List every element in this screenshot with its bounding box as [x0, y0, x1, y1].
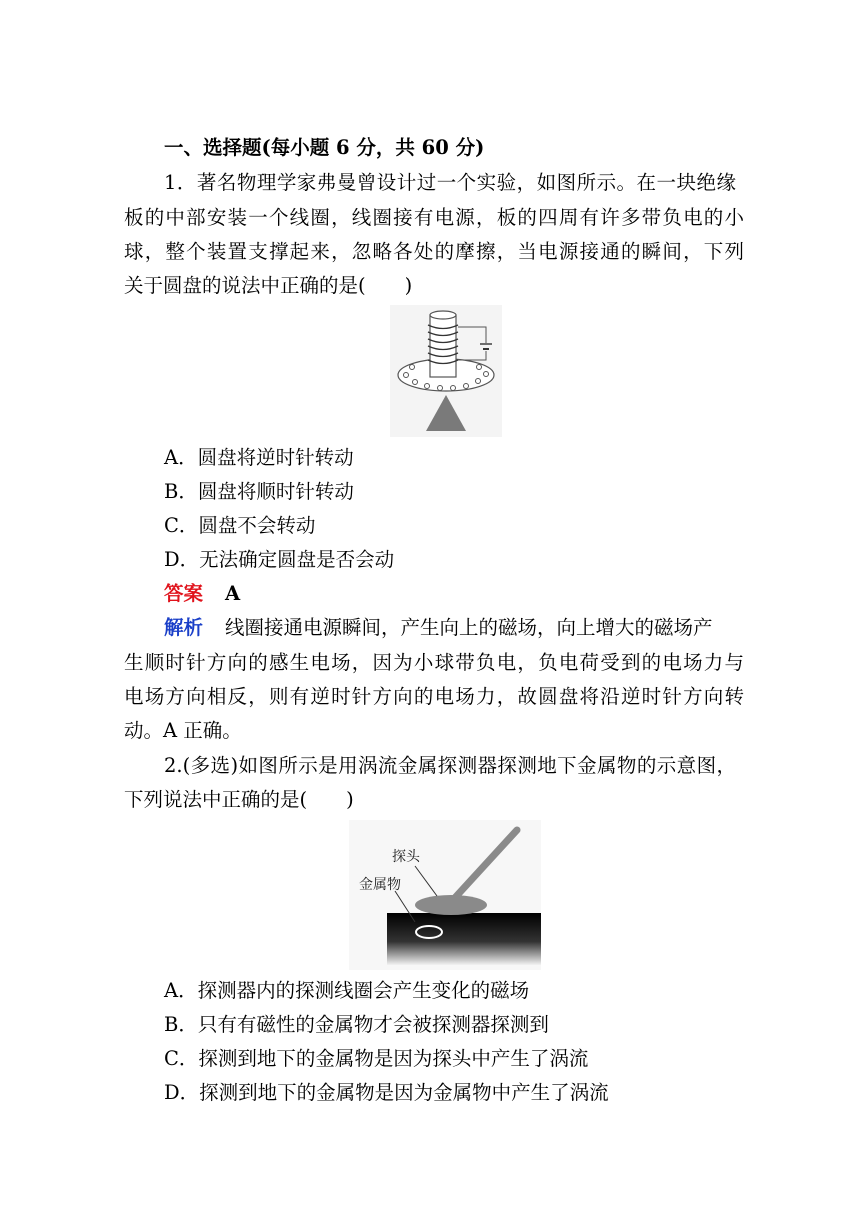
q2-option-c: C．探测到地下的金属物是因为探头中产生了涡流: [164, 1047, 589, 1070]
label-probe: 探头: [392, 849, 420, 865]
q1-stem-line-3: 球，整个装置支撑起来，忽略各处的摩擦，当电源接通的瞬间，下列: [124, 240, 744, 263]
q2-option-b: B．只有有磁性的金属物才会被探测器探测到: [164, 1013, 549, 1036]
q1-option-c: C．圆盘不会转动: [164, 514, 316, 537]
answer-value: A: [225, 582, 241, 605]
q1-answer-row: [164, 577, 784, 611]
label-metal: 金属物: [359, 877, 401, 893]
q2-stem-line-1: 2.(多选)如图所示是用涡流金属探测器探测地下金属物的示意图，: [164, 754, 736, 777]
q1-stem-line-2: 板的中部安装一个线圈，线圈接有电源，板的四周有许多带负电的小: [124, 206, 744, 229]
q2-option-d: D．探测到地下的金属物是因为金属物中产生了涡流: [164, 1081, 609, 1104]
analysis-label: 解析: [164, 616, 204, 639]
q1-analysis-line-4: 动。A 正确。: [124, 719, 242, 742]
q2-option-a: A．探测器内的探测线圈会产生变化的磁场: [164, 979, 530, 1002]
answer-label: 答案: [164, 582, 204, 605]
q2-stem-line-2: 下列说法中正确的是( ): [124, 788, 354, 811]
q1-stem-line-4: 关于圆盘的说法中正确的是( ): [124, 274, 413, 297]
q1-stem-line-1: 1．著名物理学家弗曼曾设计过一个实验，如图所示。在一块绝缘: [164, 171, 736, 194]
section-heading: 一、选择题(每小题 6 分，共 60 分): [164, 136, 485, 159]
q1-analysis-line-3: 电场方向相反，则有逆时针方向的电场力，故圆盘将沿逆时针方向转: [124, 685, 744, 708]
q1-option-d: D．无法确定圆盘是否会动: [164, 548, 395, 571]
q1-analysis-line-1: [164, 611, 736, 645]
q1-analysis-line-2: 生顺时针方向的感生电场，因为小球带负电，负电荷受到的电场力与: [124, 651, 744, 674]
q2-figure-metal-detector: [349, 820, 541, 970]
q1-option-a: A．圆盘将逆时针转动: [164, 446, 354, 469]
q1-figure-coil-disk: [390, 305, 502, 437]
analysis-text-1: 线圈接通电源瞬间，产生向上的磁场，向上增大的磁场产: [225, 616, 713, 639]
q1-option-b: B．圆盘将顺时针转动: [164, 480, 354, 503]
